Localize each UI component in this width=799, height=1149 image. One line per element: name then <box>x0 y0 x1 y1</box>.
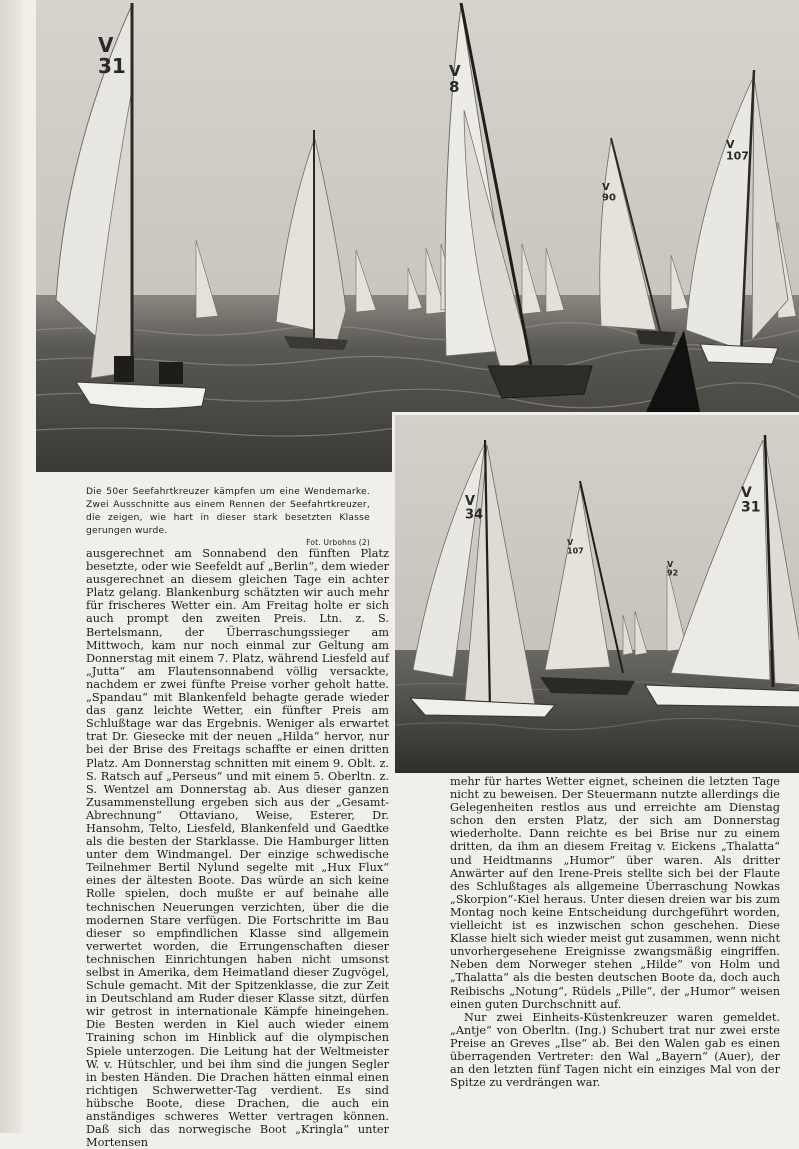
sail-number-v34: V 34 <box>465 494 484 523</box>
sail-number-v92: V 92 <box>667 560 679 578</box>
article-column-right <box>450 775 780 1089</box>
photo-credit: Fot. Urbohns (2) <box>306 538 370 547</box>
regatta-photo-top-image <box>36 0 799 472</box>
sail-number-v107: V 107 <box>726 138 749 163</box>
page-binding-edge <box>0 0 22 1133</box>
photo-caption <box>86 485 370 548</box>
article-paragraph: Nur zwei Einheits-Küstenkreuzer waren gemeldet. „Antje“ von Oberltn. (Ing.) Schubert trat nur zwei erste Preise an Greves „Ilse“ ab. Bei den Walen gab es einen überragenden Vertreter: den Wal „Bayern“ (Auer), der an den letzten fünf Tagen nicht ein einziges Mal von der Spitze zu verdrängen war. <box>450 1010 780 1090</box>
article-column-left <box>86 547 389 1149</box>
article-paragraph: mehr für hartes Wetter eignet, scheinen die letzten Tage nicht zu beweisen. Der Steuermann nutzte allerdings die Gelegenheiten restlos aus und erreichte am Dienstag schon den ersten Platz, der sich am Donnerstag wiederholte. Dann reichte es bei Brise nur zu einem dritten, da ihm an diesem Freitag v. Eickens „Thalatta“ und Heidtmanns „Humor“ über waren. Als dritter Anwärter auf den Irene-Preis stellte sich bei der Flaute des Schlußtages als allgemeine Überraschung Nowkas „Skorpion“-Kiel heraus. Unter diesen dreien war bis zum Montag noch keine Entscheidung durchgeführt worden, vielleicht ist es inzwischen schon geschehen. Diese Klasse hielt sich wieder meist gut zusammen, wenn nicht unvorhergesehene Ereignisse zwangsmäßig eingriffen. Neben dem Norweger stehen „Hilde“ von Holm und „Thalatta“ als die besten deutschen Boote da, doch auch Reibischs „Notung“, Rüdels „Pille“, der „Humor“ weisen einen guten Durchschnitt auf. <box>450 775 780 1011</box>
article-paragraph: ausgerechnet am Sonnabend den fünften Platz besetzte, oder wie Seefeldt auf „Berlin“, dem wieder ausgerechnet an diesem gleichen Tage ein achter Platz gelang. Blankenburg schätzten wir auch mehr für frischeres Wetter ein. Am Freitag holte er sich auch prompt den zweiten Preis. Ltn. z. S. Bertelsmann, der Überraschungssieger am Mittwoch, kam nur noch einmal zur Geltung am Donnerstag mit einem 7. Platz, während Liesfeld auf „Jutta“ am Flautensonnabend völlig versackte, nachdem er zwei fünfte Preise vorher geholt hatte. „Spandau“ mit Blankenfeld behagte gerade wieder das ganz leichte Wetter, ein fünfter Preis am Schlußtage war das Ergebnis. Weniger als erwartet trat Dr. Giesecke mit der neuen „Hilda“ hervor, nur bei der Brise des Freitags schaffte er einen dritten Platz. Am Donnerstag schnitten mit einem 9. Oblt. z. S. Ratsch auf „Perseus“ und mit einem 5. Oberltn. z. S. Wentzel am Donnerstag ab. Aus dieser ganzen Zusammenstellung ergeben sich aus der „Gesamt-Abrechnung“ Ottaviano, Weise, Esterer, Dr. Hansohm, Telto, Liesfeld, Blankenfeld und Gaedtke als die besten der Starklasse. Die Hamburger litten unter dem Windmangel. Der einzige schwedische Teilnehmer Bertil Nylund segelte mit „Hux Flux“ eines der ältesten Boote. Das würde an sich keine Rolle spielen, doch mußte er auf beinahe alle technischen Neuerungen verzichten, über die die modernen Stare verfügen. Die Fortschritte im Bau dieser so empfindlichen Klasse sind allgemein verwertet worden, die Errungenschaften dieser technischen Einrichtungen haben nicht umsonst selbst in Amerika, dem Heimatland dieser Zugvögel, Schule gemacht. Mit der Spitzenklasse, die zur Zeit in Deutschland am Ruder dieser Klasse sitzt, dürfen wir getrost in internationale Kämpfe hineingehen. Die Besten werden in Kiel auch wieder einem Training schon im Hinblick auf die olympischen Spiele unterzogen. Die Leitung hat der Weltmeister W. v. Hütschler, und bei ihm sind die jungen Segler in besten Händen. Die Drachen hätten einmal einen richtigen Schwerwetter-Tag verdient. Es sind hübsche Boote, diese Drachen, die auch ein anständiges schweres Wetter vertragen können. Daß sich das norwegische Boot „Kringla“ unter Mortensen <box>86 547 389 1149</box>
sail-number-v8: V 8 <box>449 62 461 96</box>
sail-number-v31: V 31 <box>98 33 126 78</box>
caption-text: Die 50er Seefahrtkreuzer kämpfen um eine Wendemarke. Zwei Ausschnitte aus einem Rennen der Seefahrtkreuzer, die zeigen, wie hart in dieser stark besetzten Klasse gerungen wurde. <box>86 486 370 536</box>
regatta-photo-right-image <box>395 415 799 773</box>
sail-number-v107-right: V 107 <box>567 538 584 556</box>
sail-number-v90: V 90 <box>602 182 616 204</box>
sail-number-v31-right: V 31 <box>741 485 761 516</box>
regatta-photo-top <box>36 0 799 472</box>
regatta-photo-right <box>392 412 799 773</box>
